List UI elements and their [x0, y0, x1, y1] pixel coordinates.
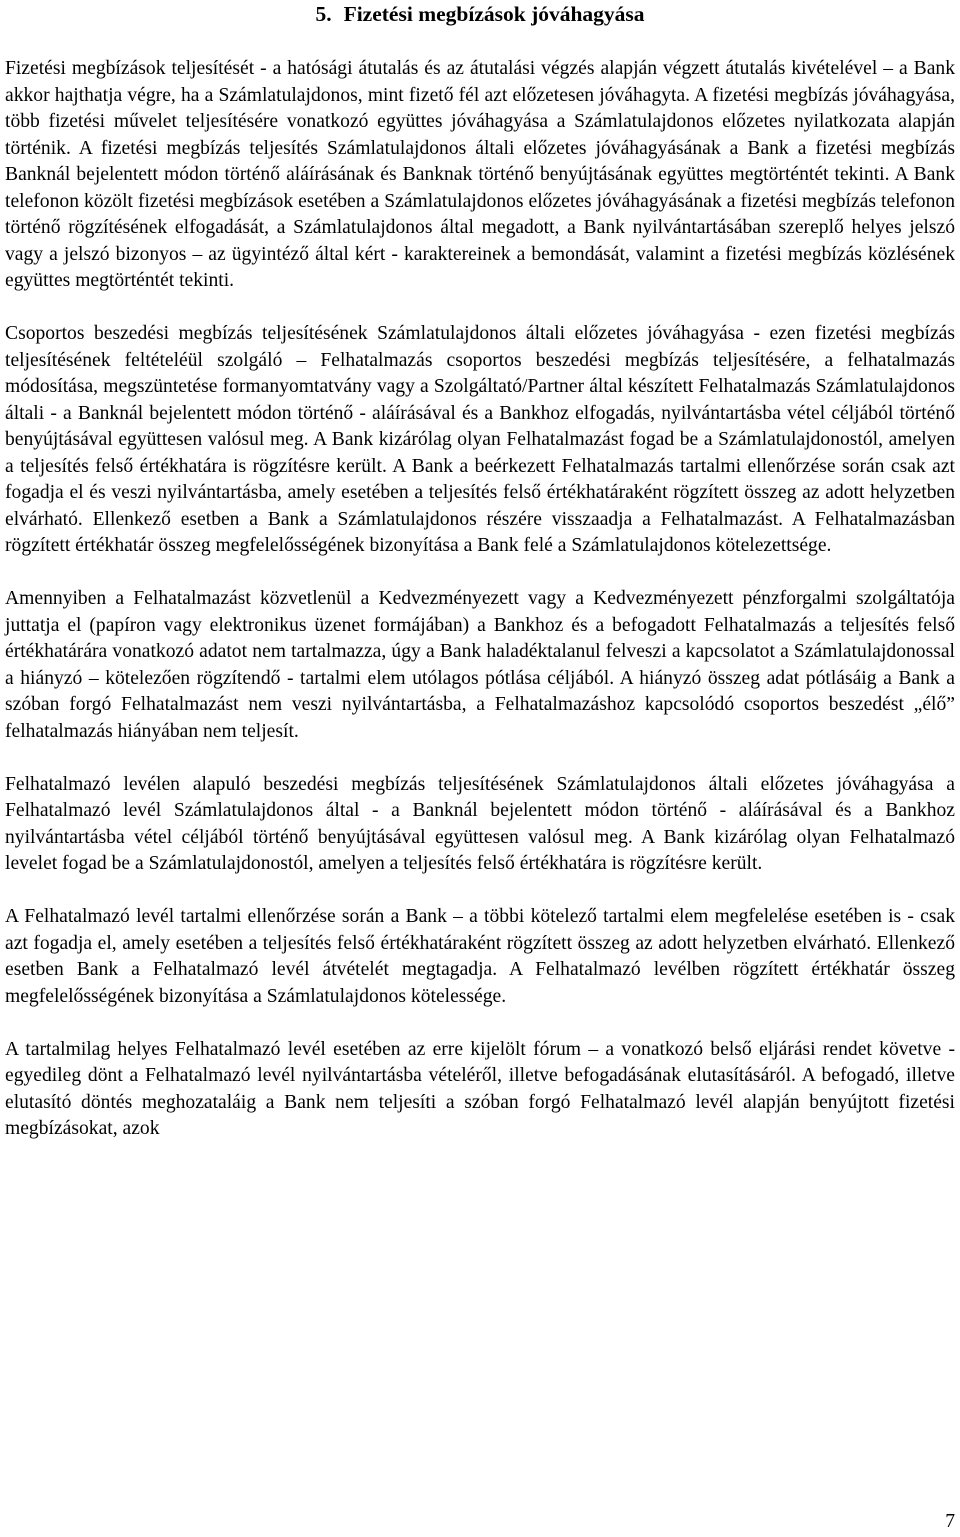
section-number: 5. [315, 2, 332, 26]
paragraph-payment-approval: Fizetési megbízások teljesítését - a hatósági átutalás és az átutalási végzés alapján végzett átutalás kivételével – a Bank akkor hajthatja végre, ha a Számlatulajdonos, mint fizető fél azt előzetesen jóváhagyta. A fizetési megbízás jóváhagyása, több fizetési művelet teljesítésére vonatkozó együttes jóváhagyása a Számlatulajdonos előzetes nyilatkozata alapján történik. A fizetési megbízás teljesítés Számlatulajdonos általi előzetes jóváhagyásának a Bank a fizetési megbízás Banknál bejelentett módon történő aláírásának és Banknak történő benyújtásának együttes megtörténtét tekinti. A Bank telefonon közölt fizetési megbízások esetében a Számlatulajdonos előzetes jóváhagyásának a fizetési megbízás telefonon történő rögzítésének elfogadását, a Számlatulajdonos által megadott, a Bank nyilvántartásában szereplő helyes jelszó vagy a jelszó bizonyos – az ügyintéző által kért - karaktereinek a bemondását, valamint a fizetési megbízás közlésének együttes megtörténtét tekinti. [5, 58, 955, 291]
section-title: Fizetési megbízások jóváhagyása [343, 2, 645, 26]
paragraph-direct-debit-approval: Csoportos beszedési megbízás teljesítésének Számlatulajdonos általi előzetes jóváhagyása - ezen fizetési megbízás teljesítésének feltételéül szolgáló – Felhatalmazás csoportos beszedési megbízás teljesítésére, a felhatalmazás módosítása, megszüntetése formanyomtatvány vagy a Szolgáltató/Partner által készített Felhatalmazás Számlatulajdonos általi - a Banknál bejelentett módon történő - aláírásával és a Bankhoz elfogadás, nyilvántartásba vétel céljából történő benyújtásával együttesen valósul meg. A Bank kizárólag olyan Felhatalmazást fogad be a Számlatulajdonostól, amelyen a teljesítés felső értékhatára is rögzítésre került. A Bank a beérkezett Felhatalmazás tartalmi ellenőrzése során csak azt fogadja el és veszi nyilvántartásba, amely esetében a teljesítés felső értékhatáraként rögzített összeg az adott helyzetben elvárható. Ellenkező esetben a Bank a Számlatulajdonos részére visszaadja a Felhatalmazást. A Felhatalmazásban rögzített értékhatár összeg megfelelősségének bizonyítása a Bank felé a Számlatulajdonos kötelezettsége. [5, 323, 955, 556]
paragraph-letter-decision: A tartalmilag helyes Felhatalmazó levél esetében az erre kijelölt fórum – a vonatkozó belső eljárási rendet követve - egyedileg dönt a Felhatalmazó levél nyilvántartásba vételéről, illetve befogadásának elutasításáról. A befogadó, illetve elutasító döntés meghozataláig a Bank nem teljesíti a szóban forgó Felhatalmazó levél alapján benyújtott fizetési megbízásokat, azok [5, 1038, 955, 1139]
paragraph-authorization-letter: Felhatalmazó levélen alapuló beszedési megbízás teljesítésének Számlatulajdonos általi előzetes jóváhagyása a Felhatalmazó levél Számlatulajdonos által - a Banknál bejelentett módon történő - aláírásával és a Bankhoz nyilvántartásba vétel céljából történő benyújtásával együttesen valósul meg. A Bank kizárólag olyan Felhatalmazó levelet fogad be a Számlatulajdonostól, amelyen a teljesítés felső értékhatára is rögzítésre került. [5, 773, 955, 874]
paragraph-beneficiary-authorization: Amennyiben a Felhatalmazást közvetlenül a Kedvezményezett vagy a Kedvezményezett pénzforgalmi szolgáltatója juttatja el (papíron vagy elektronikus üzenet formájában) a Bankhoz és a befogadott Felhatalmazás a teljesítés felső értékhatárára vonatkozó adatot nem tartalmazza, úgy a Bank haladéktalanul felveszi a kapcsolatot a Számlatulajdonossal a hiányzó – kötelezően rögzítendő - tartalmi elem utólagos pótlása céljából. A hiányzó összeg adat pótlásáig a Bank a szóban forgó Felhatalmazást nem veszi nyilvántartásba, a Felhatalmazáshoz kapcsolódó csoportos beszedést „élő” felhatalmazás hiányában nem teljesít. [5, 588, 955, 742]
paragraph-letter-content-check: A Felhatalmazó levél tartalmi ellenőrzése során a Bank – a többi kötelező tartalmi elem megfelelése esetében is - csak azt fogadja el, amely esetében a teljesítés felső értékhatáraként rögzített összeg az adott helyzetben elvárható. Ellenkező esetben Bank a Felhatalmazó levél átvételét megtagadja. A Felhatalmazó levélben rögzített értékhatár összeg megfelelősségének bizonyítása a Számlatulajdonos kötelessége. [5, 906, 955, 1007]
page-number: 7 [945, 1511, 955, 1532]
document-page [5, 0, 955, 1143]
section-heading [5, 0, 955, 56]
